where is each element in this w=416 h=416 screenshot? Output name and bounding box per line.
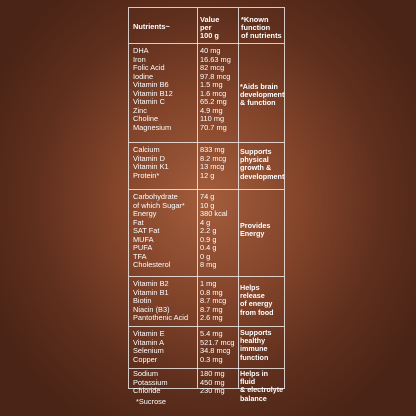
- function-description: [240, 148, 284, 181]
- nutrient-value: 65.2 mg: [200, 97, 227, 106]
- nutrient-value: 16.63 mg: [200, 54, 231, 64]
- value-header-line: Value: [200, 15, 220, 24]
- function-line: balance: [240, 393, 267, 403]
- nutrient-value: 1.5 mg: [200, 80, 223, 89]
- nutrient-value: 0.9 g: [200, 234, 217, 244]
- nutrient-group-energy: [129, 189, 284, 277]
- nutrient-name: Selenium: [133, 346, 164, 355]
- nutrient-value: 0.3 mg: [200, 354, 223, 364]
- nutrient-group-growth: [129, 142, 284, 190]
- nutrient-value: 2.2 g: [200, 226, 217, 235]
- nutrient-value: 1.6 mcg: [200, 88, 227, 98]
- nutrient-value: 380 kcal: [200, 209, 228, 218]
- footnote: *Sucrose: [136, 397, 166, 406]
- function-line: Energy: [240, 229, 265, 239]
- function-header-line: of nutrients: [241, 31, 282, 40]
- nutrient-name: Vitamin C: [133, 97, 165, 106]
- nutrient-name: Vitamin D: [133, 153, 165, 163]
- nutrient-value: 4 g: [200, 217, 211, 227]
- nutrient-name: DHA: [133, 46, 149, 55]
- nutrient-name: SAT Fat: [133, 226, 160, 235]
- nutrient-values: [200, 193, 228, 270]
- nutrients-header-mark: ~: [165, 22, 170, 31]
- nutrient-name: Vitamin A: [133, 337, 165, 347]
- function-line: development: [240, 90, 285, 100]
- nutrient-name: Folic Acid: [133, 63, 165, 72]
- nutrient-group-energy-release: [129, 276, 284, 327]
- function-line: immune: [240, 344, 268, 354]
- value-header-line: 100 g: [200, 31, 219, 40]
- nutrient-name: Zinc: [133, 105, 147, 115]
- nutrient-values: [200, 146, 226, 180]
- nutrient-name: Iodine: [133, 71, 154, 81]
- nutrient-value: 0.4 g: [200, 243, 217, 252]
- function-line: of energy: [240, 299, 273, 309]
- function-line: growth &: [240, 163, 272, 173]
- nutrient-value: 110 mg: [200, 114, 225, 123]
- nutrient-names: [133, 193, 185, 270]
- nutrient-name: Pantothenic Acid: [133, 313, 189, 322]
- nutrient-name: Vitamin B2: [133, 279, 169, 288]
- nutrient-values: [200, 280, 226, 323]
- nutrient-name: Vitamin E: [133, 329, 165, 338]
- nutrients-header-label: Nutrients: [133, 22, 166, 31]
- nutrient-names: [133, 370, 168, 396]
- nutrient-name: Niacin (B3): [133, 304, 170, 314]
- nutrient-value: 230 mg: [200, 386, 225, 395]
- nutrient-value: 82 mcg: [200, 63, 225, 72]
- nutrient-name: Cholesterol: [133, 260, 171, 269]
- function-line: Helps release: [240, 283, 265, 301]
- nutrient-value: 0.8 mg: [200, 287, 223, 297]
- function-line: & function: [240, 98, 276, 108]
- nutrient-name: Magnesium: [133, 122, 172, 132]
- function-line: Supports: [240, 147, 272, 156]
- nutrient-name: Vitamin B12: [133, 88, 173, 98]
- nutrient-name: MUFA: [133, 234, 154, 244]
- nutrient-name: Vitamin B1: [133, 287, 169, 297]
- nutrient-value: 1 mg: [200, 279, 217, 288]
- nutrient-name: Choline: [133, 114, 159, 123]
- nutrient-value: 5.4 mg: [200, 329, 223, 338]
- nutrient-name: Iron: [133, 54, 146, 64]
- nutrient-names: [133, 47, 173, 132]
- nutrient-value: 34.8 mcg: [200, 346, 231, 355]
- nutrient-name: of which Sugar*: [133, 200, 185, 210]
- nutrient-value: 450 mg: [200, 377, 225, 387]
- table-header: [129, 8, 284, 44]
- nutrient-value: 97.8 mcg: [200, 71, 231, 81]
- function-line: Provides: [240, 221, 271, 230]
- nutrient-value: 0 g: [200, 251, 211, 261]
- nutrient-value: 10 g: [200, 200, 215, 210]
- function-line: Supports: [240, 328, 272, 337]
- value-header-line: per: [200, 23, 212, 32]
- nutrient-group-brain: [129, 43, 284, 143]
- nutrient-name: PUFA: [133, 243, 153, 252]
- function-description: [240, 284, 284, 317]
- nutrient-names: [133, 330, 165, 364]
- nutrient-name: Sodium: [133, 369, 159, 378]
- nutrient-value: 2.6 mg: [200, 313, 223, 322]
- nutrient-name: Chloride: [133, 386, 161, 395]
- nutrient-group-immune: [129, 326, 284, 369]
- function-line: physical: [240, 155, 269, 165]
- function-description: [240, 329, 284, 362]
- nutrient-name: Potassium: [133, 377, 168, 387]
- nutrient-value: 8.7 mg: [200, 304, 223, 314]
- nutrient-value: 74 g: [200, 192, 215, 201]
- function-line: function: [240, 352, 269, 362]
- nutrient-name: Biotin: [133, 296, 152, 305]
- function-description: [240, 370, 284, 403]
- nutrient-value: 12 g: [200, 170, 215, 180]
- function-header-line: function: [241, 23, 271, 32]
- nutrient-names: [133, 146, 169, 180]
- value-header: [200, 16, 219, 40]
- nutrient-name: Energy: [133, 209, 157, 218]
- nutrient-name: Carbohydrate: [133, 192, 178, 201]
- nutrient-value: 8 mg: [200, 260, 217, 269]
- nutrient-value: 13 mcg: [200, 162, 225, 171]
- function-header-line: *Known: [241, 15, 269, 24]
- nutrient-value: 40 mg: [200, 46, 221, 55]
- function-line: Helps in fluid: [240, 369, 268, 387]
- nutrient-value: 8.7 mcg: [200, 296, 227, 305]
- nutrient-names: [133, 280, 188, 323]
- function-line: development: [240, 171, 285, 181]
- nutrient-value: 8.2 mcg: [200, 153, 227, 163]
- function-description: [240, 222, 284, 238]
- function-description: [240, 83, 284, 108]
- nutrient-value: 180 mg: [200, 369, 225, 378]
- nutrients-header: [133, 23, 170, 31]
- function-header: [241, 16, 282, 40]
- function-line: & electrolyte: [240, 385, 284, 395]
- function-line: from food: [240, 307, 274, 317]
- nutrient-values: [200, 370, 225, 396]
- nutrient-values: [200, 330, 235, 364]
- nutrient-name: Copper: [133, 354, 158, 364]
- nutrient-value: 521.7 mcg: [200, 337, 235, 347]
- nutrient-values: [200, 47, 231, 132]
- nutrient-name: Protein*: [133, 170, 160, 180]
- nutrient-name: Vitamin B6: [133, 80, 169, 89]
- nutrient-name: TFA: [133, 251, 147, 261]
- nutrient-value: 4.9 mg: [200, 105, 223, 115]
- nutrient-name: Vitamin K1: [133, 162, 169, 171]
- function-line: *Aids brain: [240, 82, 278, 91]
- nutrient-value: 833 mg: [200, 145, 225, 154]
- function-line: healthy: [240, 336, 266, 346]
- nutrient-name: Calcium: [133, 145, 160, 154]
- nutrient-name: Fat: [133, 217, 144, 227]
- nutrient-value: 70.7 mg: [200, 122, 227, 132]
